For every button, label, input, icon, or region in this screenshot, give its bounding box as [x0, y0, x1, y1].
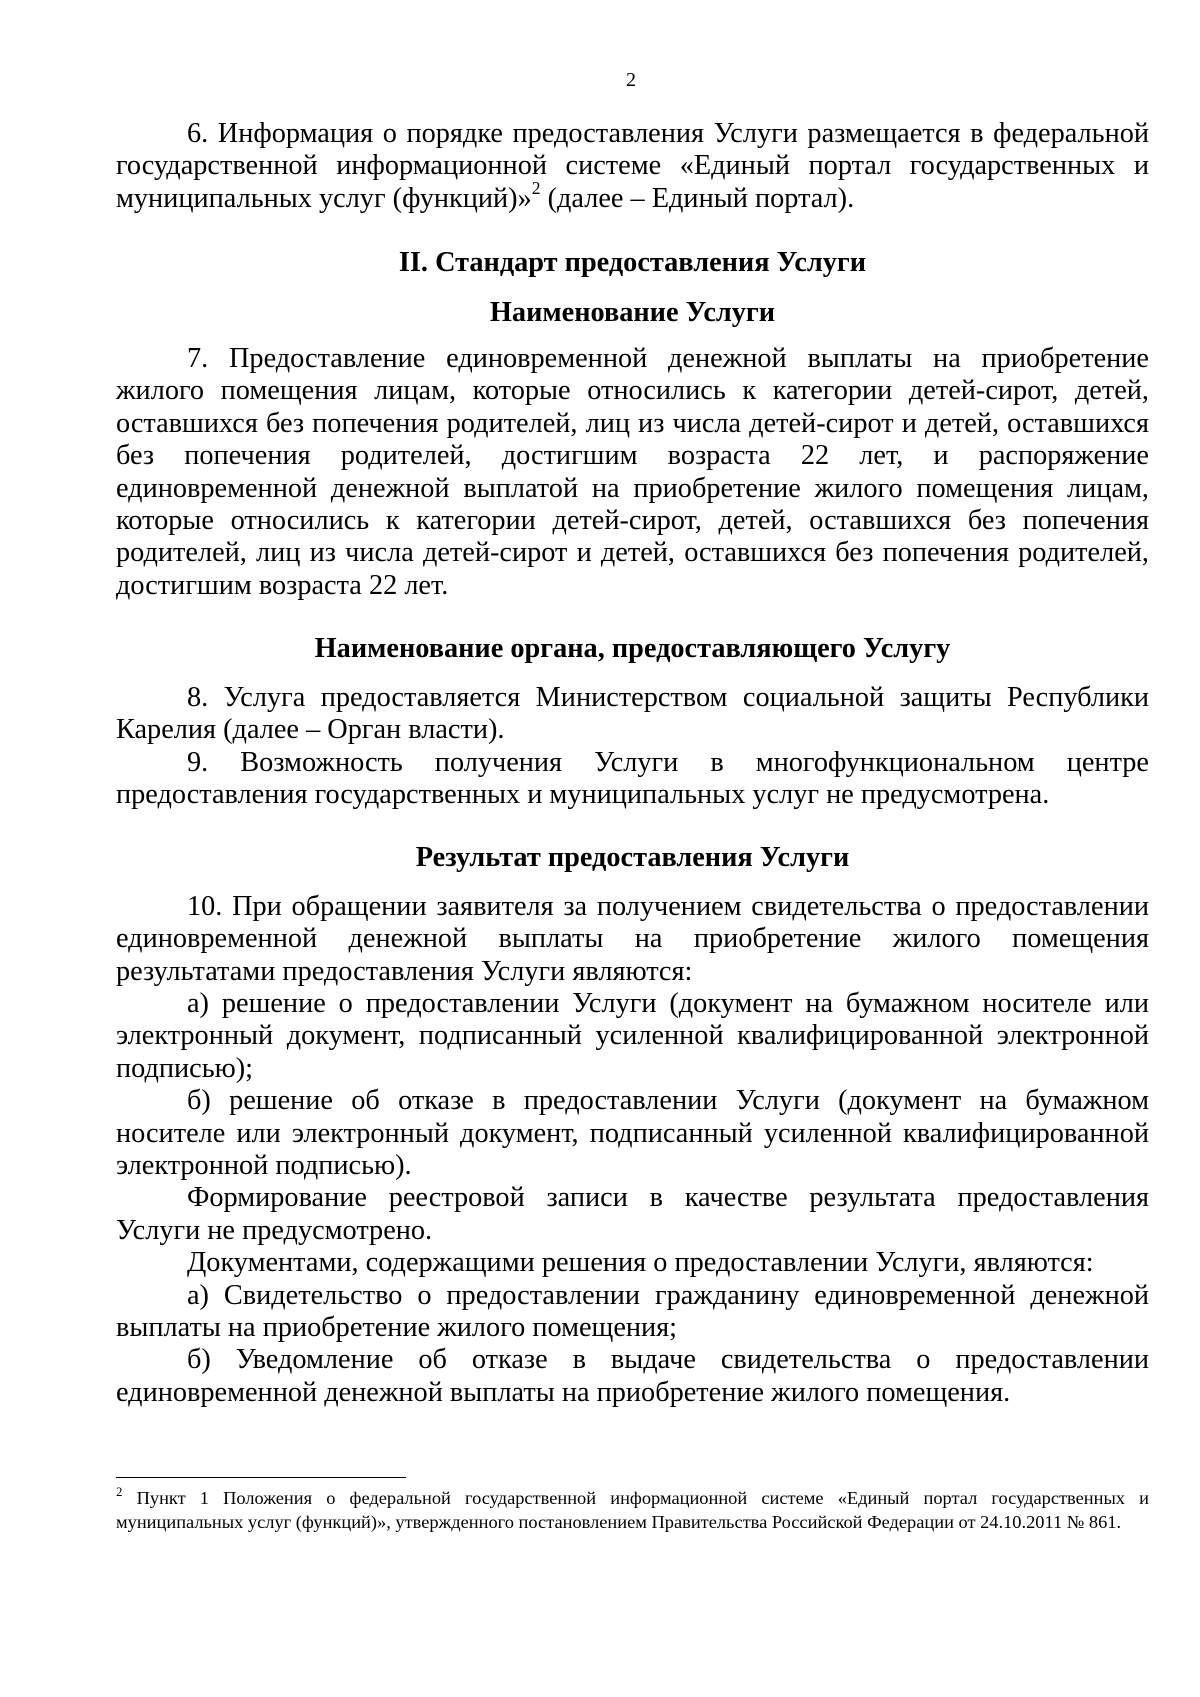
- footnote-text: Пункт 1 Положения о федеральной государственной информационной системе «Единый портал государственных и муниципальных услуг (функций)», утвержденного постановлением Правительства Российской Федерации от 24.10.2011 № 861.: [116, 1488, 1149, 1532]
- heading-service-name: Наименование Услуги: [489, 296, 776, 328]
- page-number: 2: [626, 69, 636, 91]
- footnote-divider: [116, 1477, 406, 1478]
- section-title: II. Стандарт предоставления Услуги: [398, 247, 867, 279]
- document-item-a: а) Свидетельство о предоставлении гражданину единовременной денежной выплаты на приобретение жилого помещения;: [116, 1279, 1149, 1343]
- paragraph-8: 8. Услуга предоставляется Министерством социальной защиты Республики Карелия (далее – Орган власти).: [116, 681, 1149, 746]
- paragraph-7: 7. Предоставление единовременной денежной выплаты на приобретение жилого помещения лицам, которые относились к категории детей-сирот, детей, оставшихся без попечения родителей, лиц из числа детей-сирот и детей, оставшихся без попечения родителей, достигшим возраста 22 лет, и распоряжение единовременной денежной выплатой на приобретение жилого помещения лицам, которые относились к категории детей-сирот, детей, оставшихся без попечения родителей, лиц из числа детей-сирот и детей, оставшихся без попечения родителей, достигшим возраста 22 лет.: [116, 343, 1149, 601]
- footnote-marker: 2: [116, 1484, 123, 1499]
- list-item-10b: б) решение об отказе в предоставлении Услуги (документ на бумажном носителе или электронный документ, подписанный усиленной квалифицированной электронной подписью).: [116, 1085, 1149, 1181]
- registry-note: Формирование реестровой записи в качестве результата предоставления Услуги не предусмотрено.: [116, 1182, 1149, 1246]
- paragraph-10: 10. При обращении заявителя за получением свидетельства о предоставлении единовременной денежной выплаты на приобретение жилого помещения результатами предоставления Услуги являются:: [116, 890, 1149, 987]
- heading-authority: Наименование органа, предоставляющего Услугу: [314, 633, 951, 665]
- list-item-10a: а) решение о предоставлении Услуги (документ на бумажном носителе или электронный документ, подписанный усиленной квалифицированной электронной подписью);: [116, 987, 1149, 1084]
- paragraph-6: [116, 118, 1149, 215]
- footnote-reference: 2: [531, 177, 541, 198]
- heading-result: Результат предоставления Услуги: [415, 842, 850, 874]
- paragraph-6-text: 6. Информация о порядке предоставления Услуги размещается в федеральной государственной информационной системе «Единый портал государственных и муниципальных услуг (функций)»: [116, 118, 1149, 214]
- document-item-b: б) Уведомление об отказе в выдаче свидетельства о предоставлении единовременной денежной выплаты на приобретение жилого помещения.: [116, 1344, 1149, 1408]
- documents-intro: Документами, содержащими решения о предоставлении Услуги, являются:: [187, 1247, 1094, 1279]
- footnote: [116, 1486, 1149, 1534]
- paragraph-6-text-after: (далее – Единый портал).: [540, 182, 855, 214]
- document-body: [116, 118, 1149, 1409]
- paragraph-9: 9. Возможность получения Услуги в многофункциональном центре предоставления государственных и муниципальных услуг не предусмотрена.: [116, 746, 1149, 810]
